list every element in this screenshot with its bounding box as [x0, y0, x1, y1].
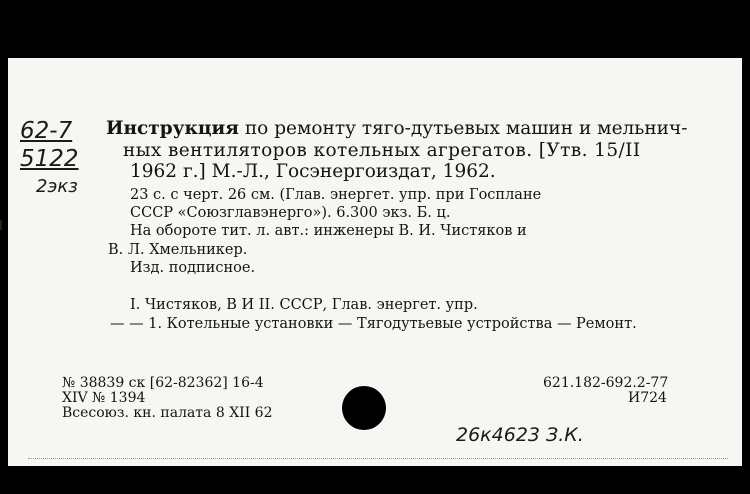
footer-left-2: XIV № 1394 [62, 390, 146, 406]
handwritten-note: 26к4623 З.К. [456, 424, 584, 446]
title-line-2: ных вентиляторов котельных агрегатов. [Утв. 15/II [123, 140, 641, 161]
catalog-card [8, 58, 742, 466]
bottom-dotted-line [28, 458, 728, 459]
shelfmark-line-2: 5122 [20, 146, 79, 172]
edge-mark [0, 220, 2, 230]
note-line-2: В. Л. Хмельникер. [108, 242, 248, 258]
edition-note: Изд. подписное. [130, 260, 256, 276]
shelfmark-line-1: 62-7 [20, 118, 73, 144]
heading-line-2: — — 1. Котельные установки — Тягодутьевые устройства — Ремонт. [110, 316, 637, 332]
collation-line: 23 с. с черт. 26 см. (Глав. энергет. упр. при Госплане [130, 187, 542, 203]
title-rest: по ремонту тяго-дутьевых машин и мельнич- [244, 118, 688, 139]
footer-right-2: И724 [628, 390, 667, 406]
punch-hole [342, 386, 386, 430]
imprint-line: 1962 г.] М.-Л., Госэнергоиздат, 1962. [130, 161, 496, 182]
footer-right-1: 621.182-692.2-77 [543, 375, 669, 391]
footer-left-1: № 38839 ск [62-82362] 16-4 [62, 375, 264, 391]
heading-line-1: I. Чистяков, В И II. СССР, Глав. энергет. упр. [130, 297, 478, 313]
shelfmark-line-3: 2экз [36, 176, 78, 197]
title-line-1 [106, 120, 688, 139]
series-line: СССР «Союзглавэнерго»). 6.300 экз. Б. ц. [130, 205, 451, 221]
note-line-1: На обороте тит. л. авт.: инженеры В. И. Чистяков и [130, 223, 527, 239]
footer-left-3: Всесоюз. кн. палата 8 XII 62 [62, 405, 273, 421]
title-bold: Инструкция [106, 118, 239, 139]
